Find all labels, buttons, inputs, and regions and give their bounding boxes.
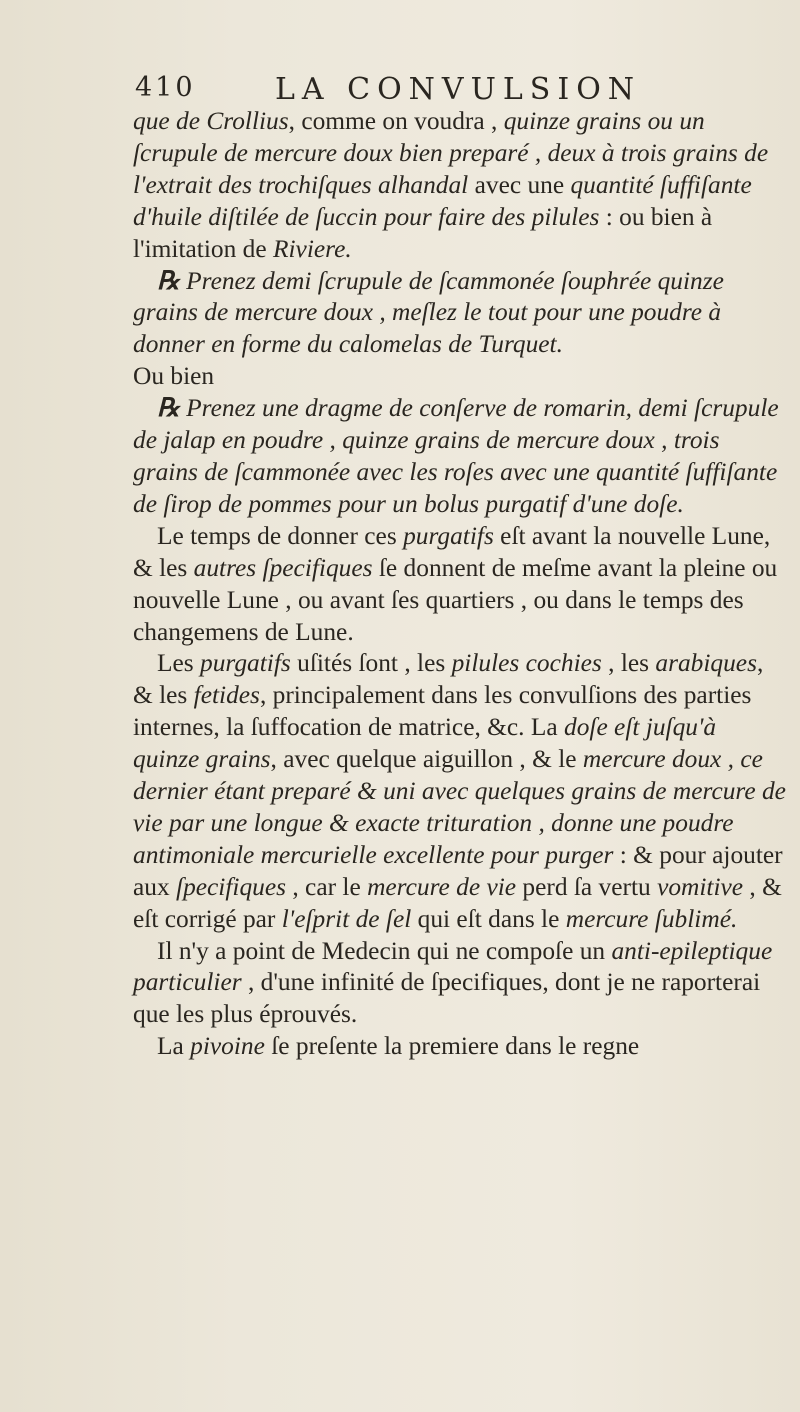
roman-text: : & pour ajouter aux <box>133 840 783 901</box>
roman-text: ſe preſente la premiere dans le regne <box>264 1032 640 1061</box>
roman-text: La <box>157 1032 191 1061</box>
roman-text: qui eſt dans le <box>411 904 566 933</box>
roman-text: avec une <box>468 170 571 199</box>
roman-text: , d'une infinité de ſpecifiques, dont je ne raporterai que les plus éprouvés. <box>133 968 761 1029</box>
italic-text: mercure ſublimé. <box>565 904 738 933</box>
italic-text: ſpecifiques <box>176 872 287 901</box>
roman-text: , & eſt corrigé par <box>133 872 782 933</box>
italic-text: pilules cochies <box>451 649 602 678</box>
paragraph <box>133 361 788 393</box>
paragraph <box>133 393 788 521</box>
running-title: LA CONVULSION <box>275 72 642 107</box>
paragraph <box>133 266 788 362</box>
roman-text: eſt avant la nouvelle Lune, & les <box>133 521 771 582</box>
roman-text: perd ſa vertu <box>516 872 658 901</box>
paragraph <box>133 106 788 266</box>
roman-text: , comme on voudra , <box>288 107 504 135</box>
italic-text: mercure de vie <box>367 872 517 901</box>
roman-text: , avec quelque aiguillon , & le <box>270 745 583 774</box>
paragraph <box>133 936 788 1032</box>
roman-text: uſités ſont , les <box>290 649 452 678</box>
roman-text: , principalement dans les convulſions des parties internes, la ſuffocation de matrice, &c. La <box>133 681 752 742</box>
italic-text: vomitive <box>657 872 744 901</box>
italic-text: doſe eſt juſqu'à quinze grains <box>133 713 717 774</box>
italic-text: mercure doux , ce dernier étant preparé & uni avec quelques grains de mercure de vie par une longue & exacte trituration , donne une poudre antimoniale mercurielle excellente pour purger <box>133 745 786 869</box>
running-header <box>135 72 695 108</box>
italic-text: quantité ſuffiſante d'huile diſtilée de ſuccin pour faire des pilules <box>133 170 752 231</box>
italic-text: Prenez une dragme de conſerve de romarin, demi ſcrupule de jalap en poudre , quinze grains de mercure doux , trois grains de ſcammonée avec les roſes avec une quantité ſuffiſante de ſirop de pommes pour un bolus purgatif d'une doſe. <box>133 394 779 518</box>
recipe-symbol: ℞ <box>157 394 187 423</box>
paragraph <box>133 648 788 935</box>
roman-text: ſe donnent de meſme avant la pleine ou nouvelle Lune , ou avant ſes quartiers , ou dans le temps des changemens de Lune. <box>133 553 778 646</box>
recipe-symbol: ℞ <box>157 266 187 295</box>
page-number: 410 <box>135 72 196 103</box>
italic-text: l'eſprit de ſel <box>281 904 412 933</box>
italic-text: Prenez demi ſcrupule de ſcammonée ſouphrée quinze grains de mercure doux , meſlez le tout pour une poudre à donner en forme du calomelas de Turquet. <box>133 266 724 359</box>
roman-text: Ou bien <box>133 362 215 391</box>
roman-text: , les <box>601 649 656 678</box>
paragraph <box>133 521 788 649</box>
paragraph <box>133 1031 788 1063</box>
roman-text: Les <box>157 649 201 678</box>
italic-text: autres ſpecifiques <box>193 553 373 582</box>
roman-text: : ou bien à l'imitation de <box>133 202 713 263</box>
italic-text: purgatifs <box>200 649 291 678</box>
italic-text: quinze grains ou un ſcrupule de mercure doux bien preparé , deux à trois grains de l'extrait des trochiſques alhandal <box>133 107 769 199</box>
italic-text: purgatifs <box>403 521 494 550</box>
roman-text: Le temps de donner ces <box>157 521 404 550</box>
body-text <box>133 106 788 1063</box>
roman-text: Il n'y a point de Medecin qui ne compoſe un <box>157 936 612 965</box>
italic-text: anti-epileptique particulier <box>133 936 773 997</box>
roman-text: , & les <box>133 649 764 710</box>
italic-text: fetides <box>193 681 260 710</box>
italic-text: arabiques <box>655 649 757 678</box>
roman-text: , car le <box>286 872 368 901</box>
italic-text: pivoine <box>190 1032 265 1061</box>
italic-text: Riviere. <box>272 234 352 263</box>
italic-text: que de Crollius <box>133 107 289 135</box>
